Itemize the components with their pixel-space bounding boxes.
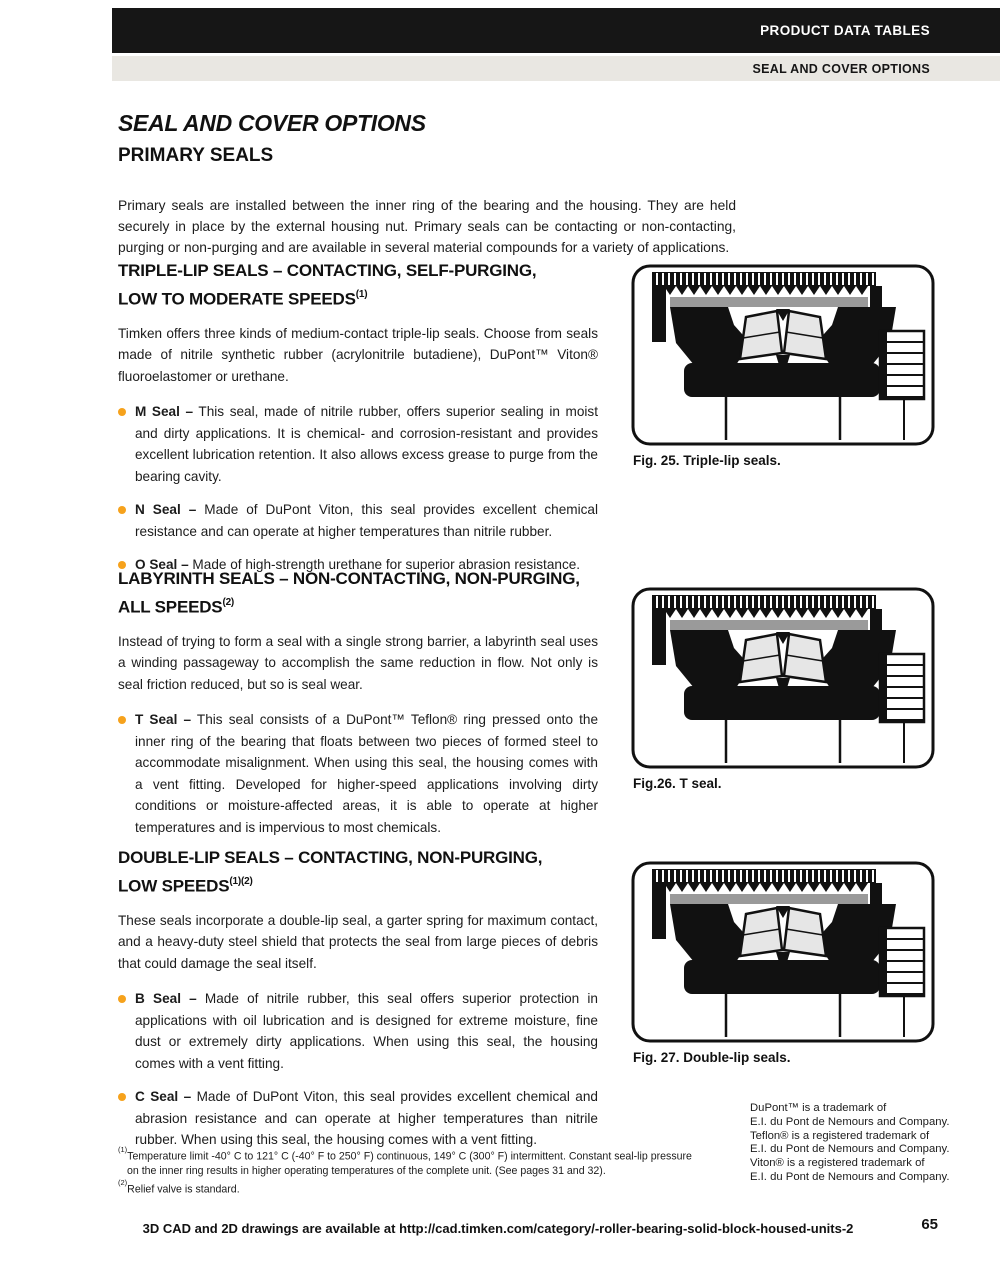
- trademark-line: Viton® is a registered trademark of: [750, 1157, 925, 1170]
- section-heading-line2: LOW TO MODERATE SPEEDS: [118, 289, 356, 309]
- bullet-text: Made of high-strength urethane for superior abrasion resistance.: [188, 557, 581, 573]
- bullet-text: Made of nitrile rubber, this seal offers superior protection in applications with oil lubrication and is designed for extreme moisture, fine dust or extremely dirty applications. When using this seal, the housing comes with a vent fitting.: [135, 991, 598, 1071]
- bullet-text: Made of DuPont Viton, this seal provides excellent chemical and abrasion resistance and can operate at higher temperatures than nitrile rubber. When using this seal, the housing comes with a vent fitting.: [135, 1089, 598, 1148]
- footnote-text: Temperature limit -40° C to 121° C (-40° F to 250° F) continuous, 149° C (300° F) intermittent. Constant seal-lip pressure: [127, 1150, 692, 1163]
- bullet-text: This seal, made of nitrile rubber, offers superior sealing in moist and dirty applications. It is chemical- and corrosion-resistant and provides excellent lubrication retention. It also allows excess grease to purge from the bearing cavity.: [135, 404, 598, 484]
- trademark-line: E.I. du Pont de Nemours and Company.: [750, 1170, 950, 1183]
- bullet-c-seal: [118, 1086, 598, 1151]
- footnote-text: Relief valve is standard.: [127, 1183, 240, 1196]
- section-triple-lip-seals: [118, 258, 598, 588]
- footnote-1: [118, 1146, 692, 1164]
- bullet-dot-icon: [118, 408, 126, 416]
- figure-triple-lip-seals: [630, 263, 936, 468]
- header-title: PRODUCT DATA TABLES: [760, 23, 930, 38]
- trademark-line: DuPont™ is a trademark of: [750, 1102, 887, 1114]
- bullet-m-seal: [118, 401, 598, 487]
- intro-paragraph: Primary seals are installed between the inner ring of the bearing and the housing. They are held securely in place by the external housing nut. Primary seals can be contacting or non-contacting, purging or non-purging and are available in several material compounds for a variety of applications.: [118, 197, 736, 256]
- bullet-dot-icon: [118, 1093, 126, 1101]
- section-body: Timken offers three kinds of medium-contact triple-lip seals. Choose from seals made of nitrile synthetic rubber (acrylonitrile butadiene), DuPont™ Viton® fluoroelastomer or urethane.: [118, 325, 598, 384]
- section-heading-footnote-ref: (1)(2): [229, 876, 253, 887]
- section-body: Instead of trying to form a seal with a single strong barrier, a labyrinth seal uses a winding passageway to accomplish the same reduction in flow. Not only is seal friction reduced, but so is seal wear.: [118, 633, 598, 692]
- page-subtitle: PRIMARY SEALS: [118, 145, 274, 166]
- bullet-t-seal: [118, 709, 598, 838]
- footnote-1-continued: [118, 1164, 692, 1179]
- footer-cad-note: 3D CAD and 2D drawings are available at http://cad.timken.com/category/-roller-bearing-solid-block-housed-units-2: [142, 1221, 854, 1236]
- footnote-marker: (1): [118, 1145, 128, 1154]
- trademark-line: E.I. du Pont de Nemours and Company.: [750, 1115, 950, 1128]
- figure-caption: Fig.26. T seal.: [633, 776, 722, 791]
- bullet-dot-icon: [118, 506, 126, 514]
- figure-caption: Fig. 25. Triple-lip seals.: [633, 453, 781, 468]
- section-heading-footnote-ref: (2): [222, 597, 235, 608]
- footnote-2: [118, 1179, 692, 1197]
- subheader-bar: [112, 56, 1000, 81]
- bullet-label: O Seal –: [135, 557, 189, 573]
- section-double-lip-seals: [118, 845, 598, 1163]
- section-heading-line2: LOW SPEEDS: [118, 876, 230, 896]
- section-labyrinth-seals: [118, 566, 598, 850]
- footnote-marker: (2): [118, 1177, 128, 1187]
- bullet-b-seal: [118, 988, 598, 1074]
- bullet-n-seal: [118, 499, 598, 542]
- bullet-label: M Seal –: [135, 404, 194, 420]
- section-heading-line1: LABYRINTH SEALS – NON-CONTACTING, NON-PURGING,: [118, 569, 580, 588]
- figure-double-lip-seals: [630, 860, 936, 1065]
- section-heading-line1: TRIPLE-LIP SEALS – CONTACTING, SELF-PURGING,: [118, 261, 537, 280]
- section-heading-line1: DOUBLE-LIP SEALS – CONTACTING, NON-PURGING,: [118, 848, 543, 867]
- bullet-label: B Seal –: [135, 991, 197, 1007]
- figure-caption: Fig. 27. Double-lip seals.: [633, 1050, 791, 1065]
- bearing-cross-section-art: [630, 860, 936, 1044]
- footnote-text: on the inner ring results in higher operating temperatures of the complete unit. (See pages 31 and 32).: [127, 1165, 606, 1178]
- page-title: SEAL AND COVER OPTIONS: [118, 110, 426, 136]
- section-heading: [118, 845, 598, 899]
- figure-t-seal: [630, 586, 936, 791]
- section-body: These seals incorporate a double-lip seal, a garter spring for maximum contact, and a heavy-duty steel shield that protects the seal from large pieces of debris that could damage the seal itself.: [118, 912, 598, 971]
- seal-bullet-list: [118, 401, 598, 576]
- bullet-text: This seal consists of a DuPont™ Teflon® ring pressed onto the inner ring of the bearing that floats between two pieces of formed steel to accommodate misalignment. When using this seal, the housing comes with a vent fitting. Developed for higher-speed applications involving dirty conditions or moisture-affected areas, it is able to operate at higher temperatures and is impervious to most chemicals.: [135, 712, 599, 835]
- bullet-label: C Seal –: [135, 1089, 192, 1105]
- section-heading: [118, 258, 598, 312]
- trademark-notes: [750, 1102, 960, 1185]
- section-heading-line2: ALL SPEEDS: [118, 597, 223, 617]
- bullet-label: N Seal –: [135, 502, 197, 518]
- trademark-line: Teflon® is a registered trademark of: [750, 1129, 930, 1142]
- bullet-dot-icon: [118, 995, 126, 1003]
- seal-bullet-list: [118, 988, 598, 1151]
- bearing-cross-section-art: [630, 586, 936, 770]
- footnotes: [118, 1146, 692, 1197]
- section-heading-footnote-ref: (1): [355, 289, 368, 300]
- header-bar: [112, 8, 1000, 53]
- bearing-cross-section-art: [630, 263, 936, 447]
- page-number: 65: [921, 1216, 938, 1233]
- seal-bullet-list: [118, 709, 598, 838]
- bullet-dot-icon: [118, 716, 126, 724]
- subheader-title: SEAL AND COVER OPTIONS: [752, 61, 930, 76]
- section-heading: [118, 566, 598, 620]
- bullet-text: Made of DuPont Viton, this seal provides excellent chemical resistance and can operate at higher temperatures than nitrile rubber.: [135, 502, 598, 539]
- bullet-label: T Seal –: [135, 712, 192, 728]
- trademark-line: E.I. du Pont de Nemours and Company.: [750, 1143, 950, 1156]
